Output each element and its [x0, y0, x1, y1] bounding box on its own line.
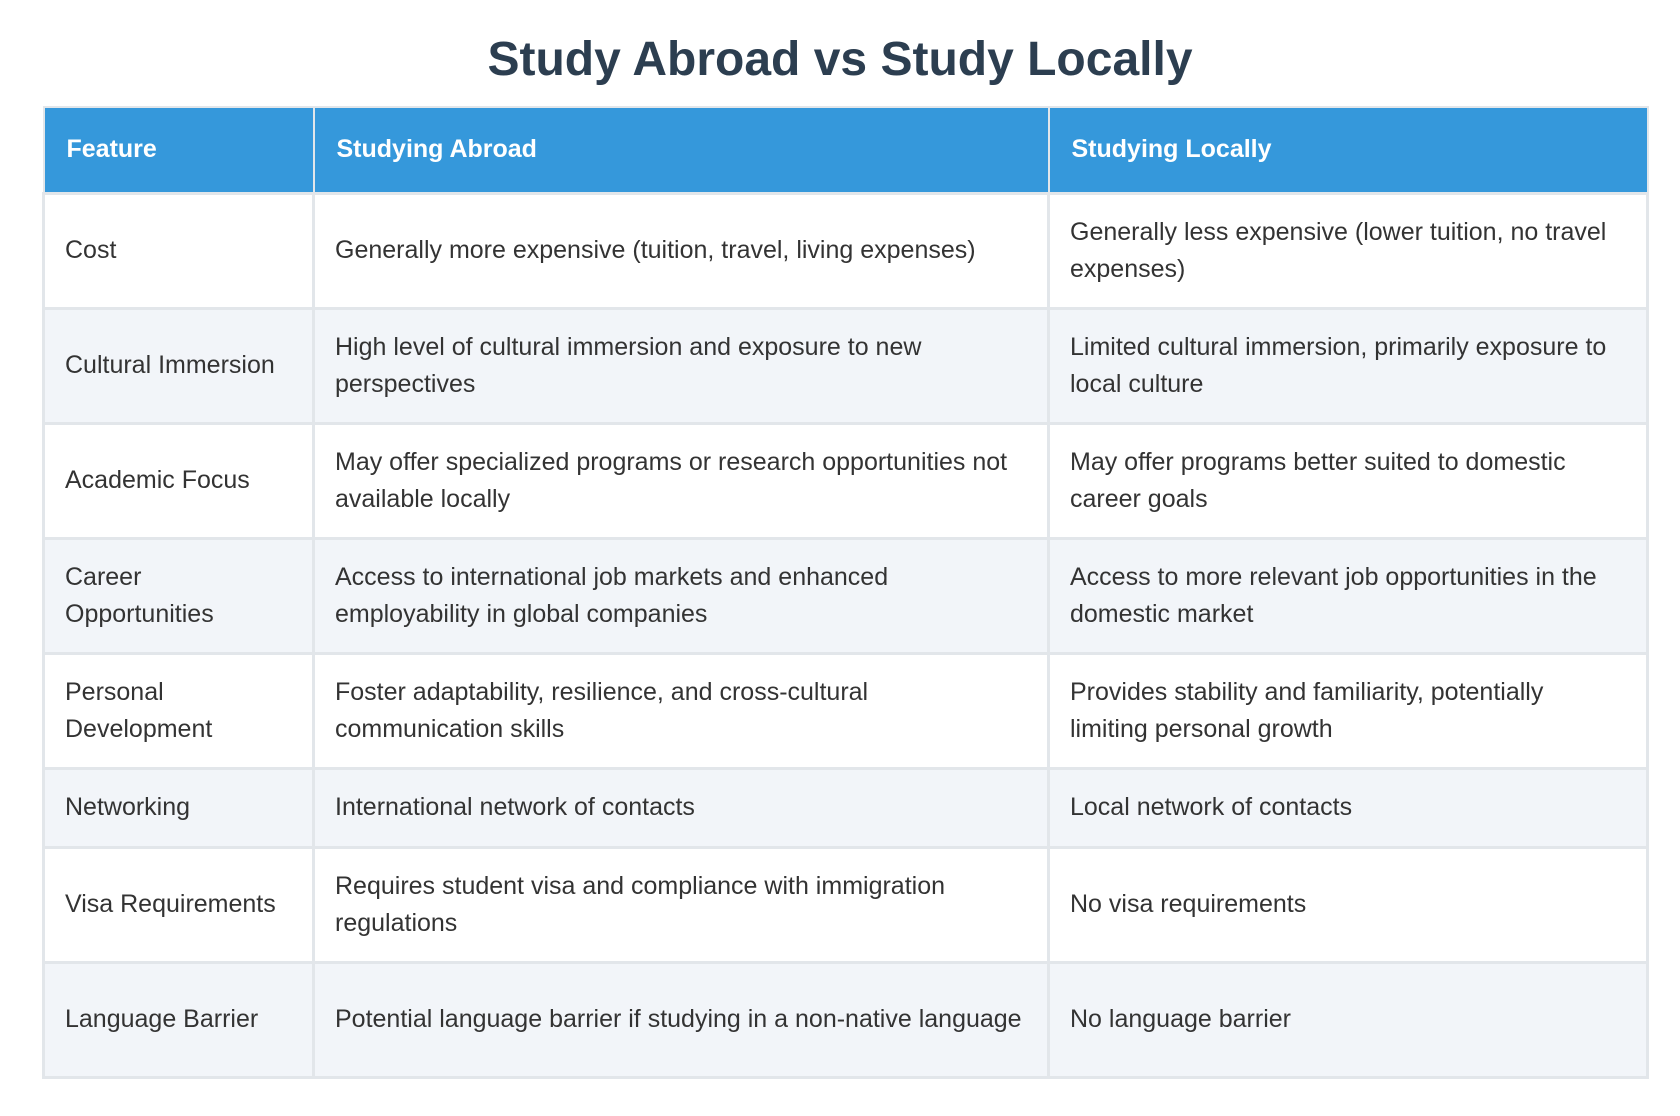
local-cell: Provides stability and familiarity, potentially limiting personal growth: [1049, 653, 1648, 768]
abroad-cell: International network of contacts: [314, 768, 1049, 847]
table-row: [44, 538, 1648, 653]
table-row: [44, 653, 1648, 768]
abroad-cell: High level of cultural immersion and exposure to new perspectives: [314, 308, 1049, 423]
table-row: [44, 962, 1648, 1077]
abroad-cell: Potential language barrier if studying in a non-native language: [314, 962, 1049, 1077]
abroad-cell: Foster adaptability, resilience, and cross-cultural communication skills: [314, 653, 1049, 768]
table-header-row: [44, 107, 1648, 193]
feature-cell: Personal Development: [44, 653, 314, 768]
abroad-cell: May offer specialized programs or research opportunities not available locally: [314, 423, 1049, 538]
table-row: [44, 193, 1648, 308]
local-cell: Access to more relevant job opportunities in the domestic market: [1049, 538, 1648, 653]
feature-cell: Cost: [44, 193, 314, 308]
feature-cell: Academic Focus: [44, 423, 314, 538]
local-cell: May offer programs better suited to domestic career goals: [1049, 423, 1648, 538]
feature-cell: Cultural Immersion: [44, 308, 314, 423]
local-cell: Local network of contacts: [1049, 768, 1648, 847]
local-cell: No language barrier: [1049, 962, 1648, 1077]
header-feature: Feature: [44, 107, 314, 193]
page-title: Study Abroad vs Study Locally: [487, 33, 1193, 86]
header-studying-locally: Studying Locally: [1049, 107, 1648, 193]
table-row: [44, 308, 1648, 423]
local-cell: Generally less expensive (lower tuition, no travel expenses): [1049, 193, 1648, 308]
feature-cell: Career Opportunities: [44, 538, 314, 653]
abroad-cell: Requires student visa and compliance with immigration regulations: [314, 847, 1049, 962]
feature-cell: Visa Requirements: [44, 847, 314, 962]
header-studying-abroad: Studying Abroad: [314, 107, 1049, 193]
table-row: [44, 768, 1648, 847]
local-cell: No visa requirements: [1049, 847, 1648, 962]
abroad-cell: Access to international job markets and enhanced employability in global companies: [314, 538, 1049, 653]
comparison-table: [42, 106, 1649, 1079]
table-row: [44, 423, 1648, 538]
abroad-cell: Generally more expensive (tuition, travel, living expenses): [314, 193, 1049, 308]
table-row: [44, 847, 1648, 962]
feature-cell: Language Barrier: [44, 962, 314, 1077]
feature-cell: Networking: [44, 768, 314, 847]
local-cell: Limited cultural immersion, primarily exposure to local culture: [1049, 308, 1648, 423]
